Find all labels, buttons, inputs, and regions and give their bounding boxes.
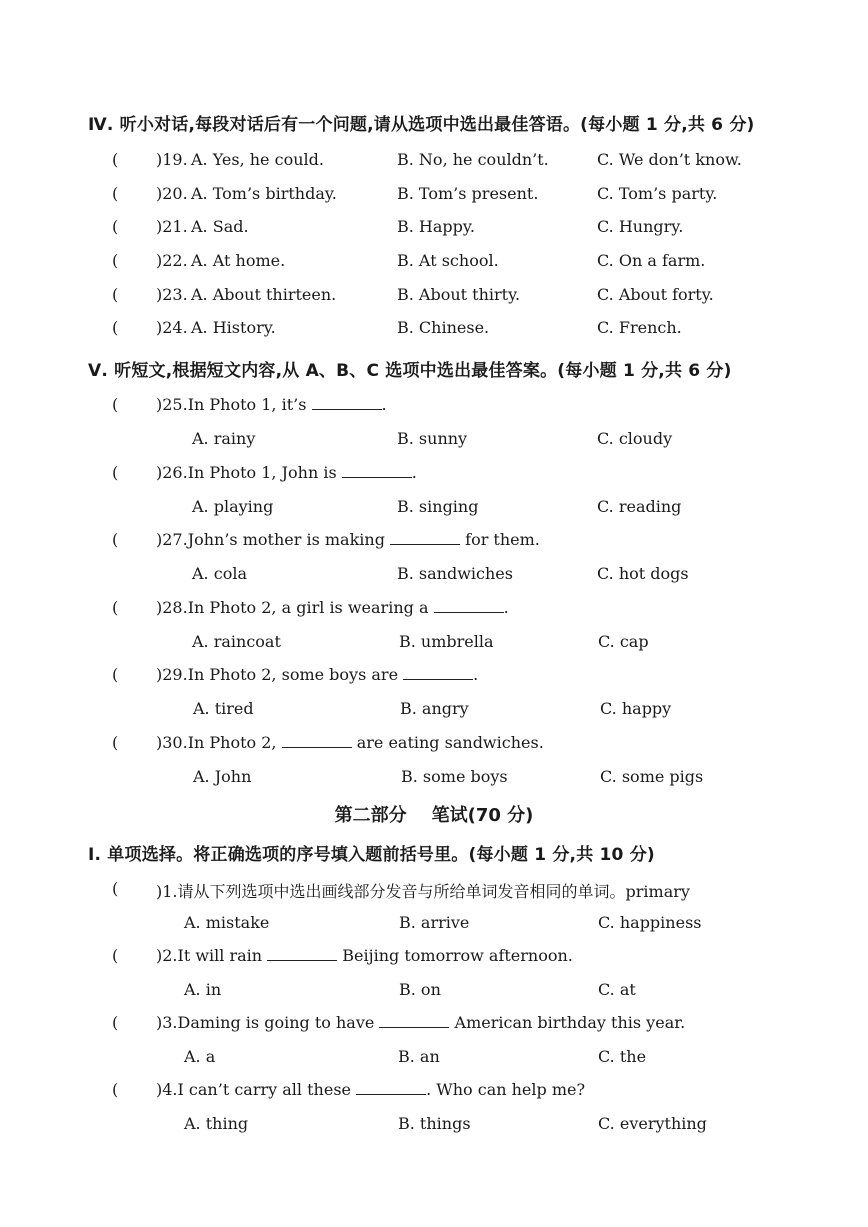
option-b: B. angry [400, 699, 469, 718]
option-b: B. sandwiches [397, 564, 513, 583]
option-b: B. No, he couldn’t. [397, 150, 549, 169]
option-c: C. cap [598, 632, 649, 651]
question-row-29 [0, 665, 868, 689]
options-row-25 [0, 429, 868, 453]
question-number: )2. [156, 946, 178, 965]
options-row-30 [0, 767, 868, 791]
question-number: )28. [156, 598, 188, 617]
section-title-listen-dialogue: Ⅳ. 听小对话,每段对话后有一个问题,请从选项中选出最佳答语。(每小题 1 分,共 6 分) [88, 115, 755, 135]
options-row-26 [0, 497, 868, 521]
section-title-single-choice: Ⅰ. 单项选择。将正确选项的序号填入题前括号里。(每小题 1 分,共 10 分) [88, 845, 655, 865]
question-number: )26. [156, 463, 188, 482]
answer-blank[interactable] [282, 733, 352, 748]
question-row-19 [0, 150, 868, 174]
option-a: A. Sad. [191, 217, 249, 236]
question-row-24 [0, 318, 868, 342]
option-a: A. rainy [192, 429, 256, 448]
option-a: A. in [184, 980, 222, 999]
question-number: )27. [156, 530, 188, 549]
question-stem [156, 395, 387, 414]
option-b: B. on [399, 980, 441, 999]
stem-text-after: . [473, 665, 479, 684]
stem-text-after: Beijing tomorrow afternoon. [342, 946, 573, 965]
answer-blank[interactable] [356, 1080, 426, 1095]
option-b: B. things [398, 1114, 471, 1133]
question-number: )20. [156, 184, 188, 203]
answer-blank[interactable] [312, 395, 382, 410]
option-b: B. arrive [399, 913, 470, 932]
option-a: A. mistake [184, 913, 270, 932]
stem-text: In Photo 1, John is [187, 463, 337, 482]
answer-paren[interactable]: ( [112, 598, 119, 617]
options-row-29 [0, 699, 868, 723]
option-b: B. an [398, 1047, 440, 1066]
question-number: )24. [156, 318, 188, 337]
answer-blank[interactable] [434, 598, 504, 613]
question-number: )25. [156, 395, 188, 414]
question-stem [156, 530, 540, 549]
stem-text-after: . Who can help me? [426, 1080, 586, 1099]
option-a: A. John [193, 767, 252, 786]
stem-text: In Photo 2, a girl is wearing a [187, 598, 429, 617]
question-stem [156, 1080, 585, 1099]
question-row-30 [0, 733, 868, 757]
question-row-21 [0, 217, 868, 241]
question-number: )21. [156, 217, 188, 236]
option-b: B. sunny [397, 429, 468, 448]
option-a: A. Yes, he could. [191, 150, 324, 169]
answer-paren[interactable]: ( [112, 879, 119, 898]
option-b: B. Happy. [397, 217, 475, 236]
question-stem [156, 463, 417, 482]
question-number: )23. [156, 285, 188, 304]
option-a: A. Tom’s birthday. [191, 184, 337, 203]
question-row-1 [0, 879, 868, 903]
question-row-25 [0, 395, 868, 419]
option-b: B. Tom’s present. [397, 184, 539, 203]
question-row-22 [0, 251, 868, 275]
question-row-20 [0, 184, 868, 208]
question-row-4 [0, 1080, 868, 1104]
stem-text-after: are eating sandwiches. [356, 733, 544, 752]
question-stem [156, 665, 478, 684]
stem-text: Daming is going to have [177, 1013, 375, 1032]
answer-paren[interactable]: ( [112, 530, 119, 549]
answer-blank[interactable] [379, 1013, 449, 1028]
option-c: C. On a farm. [597, 251, 706, 270]
question-number: )29. [156, 665, 188, 684]
option-a: A. playing [192, 497, 274, 516]
option-c: C. everything [598, 1114, 707, 1133]
part-two-title: 第二部分 笔试(70 分) [334, 805, 534, 826]
option-c: C. happiness [598, 913, 702, 932]
options-row-1 [0, 913, 868, 937]
stem-text-after: for them. [465, 530, 540, 549]
stem-text-after: . [381, 395, 387, 414]
stem-text: It will rain [177, 946, 263, 965]
option-b: B. umbrella [399, 632, 494, 651]
option-a: A. At home. [191, 251, 286, 270]
question-stem [156, 946, 573, 965]
stem-text: 请从下列选项中选出画线部分发音与所给单词发音相同的单词。primary [177, 882, 690, 901]
stem-text: I can’t carry all these [177, 1080, 351, 1099]
option-a: A. thing [184, 1114, 249, 1133]
section-title-listen-passage: Ⅴ. 听短文,根据短文内容,从 A、B、C 选项中选出最佳答案。(每小题 1 分,共 6 分) [88, 361, 732, 381]
option-b: B. singing [397, 497, 479, 516]
question-number: )19. [156, 150, 188, 169]
option-c: C. French. [597, 318, 682, 337]
options-row-2 [0, 980, 868, 1004]
question-number: )1. [156, 882, 178, 901]
answer-paren[interactable]: ( [112, 463, 119, 482]
option-c: C. We don’t know. [597, 150, 742, 169]
question-row-2 [0, 946, 868, 970]
option-b: B. At school. [397, 251, 499, 270]
answer-paren[interactable]: ( [112, 184, 119, 203]
option-a: A. History. [191, 318, 276, 337]
answer-paren[interactable]: ( [112, 733, 119, 752]
option-b: B. About thirty. [397, 285, 521, 304]
option-c: C. About forty. [597, 285, 714, 304]
question-number: )22. [156, 251, 188, 270]
option-b: B. some boys [401, 767, 508, 786]
stem-text: In Photo 2, some boys are [187, 665, 399, 684]
answer-blank[interactable] [403, 665, 473, 680]
stem-text-after: American birthday this year. [454, 1013, 686, 1032]
question-row-27 [0, 530, 868, 554]
question-row-3 [0, 1013, 868, 1037]
answer-paren[interactable]: ( [112, 665, 119, 684]
answer-blank[interactable] [342, 463, 412, 478]
option-a: A. cola [192, 564, 247, 583]
question-stem [156, 879, 690, 902]
stem-text-after: . [411, 463, 417, 482]
question-stem [156, 733, 544, 752]
options-row-3 [0, 1047, 868, 1071]
answer-blank[interactable] [267, 946, 337, 961]
options-row-27 [0, 564, 868, 588]
answer-paren[interactable]: ( [112, 150, 119, 169]
question-row-26 [0, 463, 868, 487]
option-b: B. Chinese. [397, 318, 490, 337]
option-c: C. happy [600, 699, 672, 718]
option-c: C. Hungry. [597, 217, 684, 236]
option-a: A. tired [193, 699, 254, 718]
option-c: C. Tom’s party. [597, 184, 718, 203]
option-c: C. reading [597, 497, 682, 516]
option-a: A. a [184, 1047, 216, 1066]
answer-paren[interactable]: ( [112, 1080, 119, 1099]
answer-blank[interactable] [390, 530, 460, 545]
options-row-4 [0, 1114, 868, 1138]
option-c: C. the [598, 1047, 647, 1066]
option-a: A. raincoat [192, 632, 281, 651]
stem-text: In Photo 2, [187, 733, 277, 752]
stem-text: In Photo 1, it’s [187, 395, 307, 414]
answer-paren[interactable]: ( [112, 1013, 119, 1032]
question-row-23 [0, 285, 868, 309]
answer-paren[interactable]: ( [112, 217, 119, 236]
answer-paren[interactable]: ( [112, 318, 119, 337]
option-a: A. About thirteen. [191, 285, 337, 304]
options-row-28 [0, 632, 868, 656]
answer-paren[interactable]: ( [112, 251, 119, 270]
option-c: C. at [598, 980, 636, 999]
question-row-28 [0, 598, 868, 622]
option-c: C. hot dogs [597, 564, 689, 583]
answer-paren[interactable]: ( [112, 285, 119, 304]
question-number: )30. [156, 733, 188, 752]
question-number: )3. [156, 1013, 178, 1032]
option-c: C. some pigs [600, 767, 704, 786]
stem-text: John’s mother is making [187, 530, 385, 549]
question-number: )4. [156, 1080, 178, 1099]
answer-paren[interactable]: ( [112, 946, 119, 965]
option-c: C. cloudy [597, 429, 673, 448]
stem-text-after: . [503, 598, 509, 617]
question-stem [156, 1013, 685, 1032]
question-stem [156, 598, 509, 617]
answer-paren[interactable]: ( [112, 395, 119, 414]
